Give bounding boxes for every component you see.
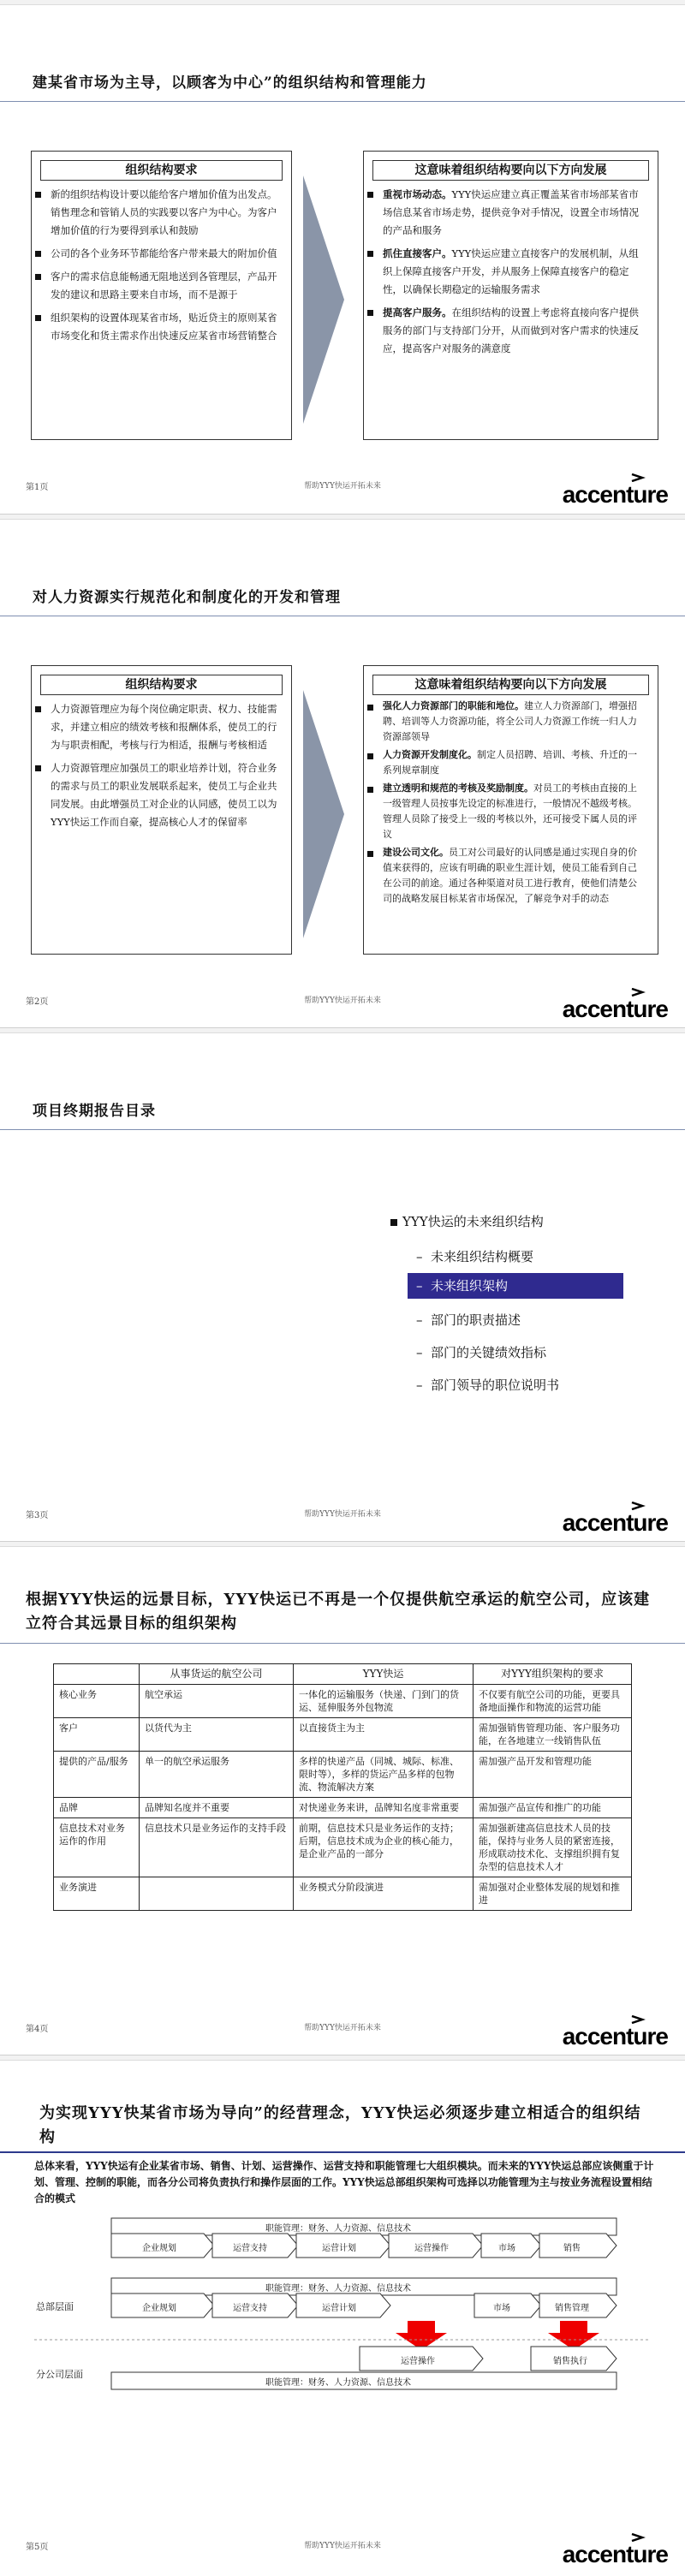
toc-heading <box>390 1212 544 1230</box>
table-row <box>54 1752 632 1798</box>
column-header: YYY快运 <box>294 1664 474 1685</box>
box-heading: 这意味着组织结构要向以下方向发展 <box>372 160 649 181</box>
top-rule <box>0 1028 685 1033</box>
accenture-logo: accenture <box>562 2023 668 2049</box>
toc-item-label: 未来组织架构 <box>431 1278 509 1294</box>
row-label: 核心业务 <box>54 1685 140 1718</box>
org-flow-diagram <box>0 2055 685 2576</box>
list-item: 组织架构的设置体现某省市场，贴近贷主的原则某省市场变化和货主需求作出快速反应某省市场营销整合 <box>47 309 279 345</box>
process-row <box>111 2234 616 2258</box>
direction-box <box>363 665 658 955</box>
slide-5 <box>0 2055 685 2576</box>
stage-label: 企业规划 <box>142 2304 176 2313</box>
list-item <box>379 747 646 778</box>
top-rule <box>0 1542 685 1547</box>
item-text: 在组织结构的设置上考虑将直接向客户提供服务的部门与支持部门分开，从而做到对客户需求的快速反应，提高客户对服务的满意度 <box>383 306 639 354</box>
slide-1 <box>0 0 685 514</box>
item-text: 员工对公司最好的认同感是通过实现自身的价值来获得的，应该有明确的职业生涯计划，使员工能看到自己在公司的前途。通过各种渠道对员工进行教育，使他们清楚公司的战略发展目标某省市场保况，了解竞争对手的动态 <box>383 847 637 904</box>
list-item <box>379 186 646 240</box>
toc-section: YYY快运的未来组织结构 <box>402 1214 544 1229</box>
requirements-box <box>31 665 292 955</box>
table-row <box>54 1877 632 1911</box>
slide-title: 对人力资源实行规范化和制度化的开发和管理 <box>33 589 341 606</box>
stage-label: 销售 <box>563 2244 581 2253</box>
accenture-logo: accenture <box>562 481 668 508</box>
page-number: 第3页 <box>26 1511 49 1520</box>
item-text: YYY快运应建立直接客户的发展机制，从组织上保障直接客户开发，并从服务上保障直接客户的稳定性，以确保长期稳定的运输服务需求 <box>383 247 639 295</box>
table-cell: 不仅要有航空公司的功能，更要具备地面操作和物流的运营功能 <box>474 1685 632 1718</box>
list-item: 公司的各个业务环节都能给客户带来最大的附加价值 <box>47 245 279 263</box>
row-label: 信息技术对业务运作的作用 <box>54 1818 140 1877</box>
row-label: 品牌 <box>54 1798 140 1818</box>
stage-label: 运营计划 <box>322 2244 356 2253</box>
slide-3 <box>0 1027 685 1541</box>
slide-title: 为实现YYY快某省市场为导向”的经营理念，YYY快运必须逐步建立相适合的组织结构 <box>39 2104 641 2146</box>
list-item: 人力资源管理应加强员工的职业培养计划，符合业务的需求与员工的职业发展联系起来，使员工与企业共同发展。由此增强员工对企业的认同感，使员工以为YYY快运工作而自豪，提高核心人才的保留率 <box>47 759 279 831</box>
row-label: 业务演进 <box>54 1877 140 1911</box>
page-number: 第4页 <box>26 2025 49 2034</box>
support-label: 职能管理：财务、人力资源、信息技术 <box>265 2284 411 2293</box>
table-cell: 需加强产品开发和管理功能 <box>474 1752 632 1798</box>
box-heading: 组织结构要求 <box>40 675 283 695</box>
arrow-down-icon <box>548 2321 599 2350</box>
table-cell: 需加强产品宣传和推广的功能 <box>474 1798 632 1818</box>
page-number: 第1页 <box>26 483 49 492</box>
table-cell: 航空承运 <box>140 1685 294 1718</box>
toc-item[interactable]: – 部门的关键绩效指标 <box>416 1345 547 1360</box>
slide-footer <box>0 471 685 514</box>
slide-footer <box>0 2013 685 2055</box>
table-cell: 多样的快递产品（同城、城际、标准、限时等），多样的货运产品多样的包物流、物流解决方案 <box>294 1752 474 1798</box>
slide-title: 根据YYY快运的远景目标，YYY快运已不再是一个仅提供航空承运的航空公司，应该建立符合其远景目标的组织架构 <box>26 1591 651 1633</box>
direction-list <box>364 181 658 358</box>
table-cell <box>140 1877 294 1911</box>
item-text: 制定人员招聘、培训、考核、升迁的一系列规章制度 <box>383 749 637 776</box>
footer-tagline: 帮助YYY快运开拓未来 <box>304 482 381 491</box>
row-label: 提供的产品/服务 <box>54 1752 140 1798</box>
toc-item-active[interactable]: – 未来组织架构 <box>408 1273 623 1299</box>
toc-item-label: 部门的关键绩效指标 <box>431 1345 547 1360</box>
table-cell: 业务模式分阶段演进 <box>294 1877 474 1911</box>
table-cell: 需加强销售管理功能、客户服务功能，在各地建立一线销售队伍 <box>474 1718 632 1752</box>
slide-footer <box>0 985 685 1027</box>
title-rule <box>0 1129 685 1130</box>
column-header: 对YYY组织架构的要求 <box>474 1664 632 1685</box>
list-item <box>379 845 646 907</box>
list-item <box>379 304 646 358</box>
table-cell: 信息技术只是业务运作的支持手段 <box>140 1818 294 1877</box>
table-row <box>54 1818 632 1877</box>
list-item <box>379 699 646 745</box>
row-label: 总部层面 <box>36 2301 74 2312</box>
requirements-list <box>32 181 291 345</box>
toc-item-label: 未来组织结构概要 <box>431 1249 534 1264</box>
table-cell: 品牌知名度并不重要 <box>140 1798 294 1818</box>
stage-label: 企业规划 <box>142 2244 176 2253</box>
slide-title: 项目终期报告目录 <box>33 1103 156 1120</box>
page-number: 第2页 <box>26 997 49 1007</box>
footer-tagline: 帮助YYY快运开拓未来 <box>304 2024 381 2032</box>
stage-label: 运营操作 <box>414 2244 449 2253</box>
toc-item-label: 部门领导的职位说明书 <box>431 1377 560 1393</box>
table-cell: 需加强对企业整体发展的规划和推进 <box>474 1877 632 1911</box>
list-item: 人力资源管理应为每个岗位确定职责、权力、技能需求，并建立相应的绩效考核和报酬体系，使员工的行为与职责相配，考核与行为相适，报酬与考核相适 <box>47 700 279 754</box>
table-cell: 对快递业务来讲，品牌知名度非常重要 <box>294 1798 474 1818</box>
row-label: 客户 <box>54 1718 140 1752</box>
footer-tagline: 帮助YYY快运开拓未来 <box>304 996 381 1005</box>
top-rule <box>0 515 685 520</box>
accenture-logo: accenture <box>562 1509 668 1536</box>
stage-label: 市场 <box>493 2304 510 2313</box>
table-cell: 以货代为主 <box>140 1718 294 1752</box>
stage-label: 运营支持 <box>233 2244 267 2253</box>
table-cell: 需加强新建高信息技术人员的技能，保持与业务人员的紧密连接，形成联动技术化、支撑组织拥有复杂型的信息技术人才 <box>474 1818 632 1877</box>
accenture-logo: accenture <box>562 2541 668 2567</box>
list-item <box>379 781 646 842</box>
table-cell: 一体化的运输服务（快递、门到门的货运、延伸服务外包物流 <box>294 1685 474 1718</box>
item-lead: 提高客户服务。 <box>383 306 452 318</box>
box-heading: 组织结构要求 <box>40 160 283 181</box>
column-header <box>54 1664 140 1685</box>
table-row <box>54 1685 632 1718</box>
top-rule <box>0 0 685 5</box>
accenture-logo: accenture <box>562 996 668 1022</box>
item-lead: 人力资源开发制度化。 <box>383 749 477 760</box>
direction-list <box>364 695 658 907</box>
column-header: 从事货运的航空公司 <box>140 1664 294 1685</box>
stage-label: 运营计划 <box>322 2304 356 2313</box>
item-text: YYY快运应建立真正覆盖某省市场部某省市场信息某省市场走势，提供竞争对手情况，设置全市场情况的产品和服务 <box>383 188 639 236</box>
direction-box <box>363 151 658 440</box>
support-label: 职能管理：财务、人力资源、信息技术 <box>265 2378 411 2388</box>
list-item: 客户的需求信息能畅通无阻地送到各管理层，产品开发的建议和思路主要来自市场，而不是源于 <box>47 268 279 304</box>
list-item: 新的组织结构设计要以能给客户增加价值为出发点。销售理念和管销人员的实践要以客户为中心。为客户增加价值的行为要得到承认和鼓励 <box>47 186 279 240</box>
slide-title: 建某省市场为主导，以顾客为中心”的组织结构和管理能力 <box>33 74 427 92</box>
chevron-right-icon <box>301 690 344 938</box>
item-lead: 建设公司文化。 <box>383 847 449 858</box>
table-row <box>54 1718 632 1752</box>
process-row <box>111 2293 616 2317</box>
item-text: 对员工的考核由直接的上一级管理人员按事先设定的标准进行，一般情况不越级考核。管理人员除了接受上一级的考核以外，还可接受下属人员的评议 <box>383 782 637 840</box>
requirements-box <box>31 151 292 440</box>
stage-label: 运营操作 <box>401 2357 435 2366</box>
title-rule <box>0 1643 685 1644</box>
page-number: 第5页 <box>26 2543 49 2552</box>
item-lead: 建立透明和规范的考核及奖励制度。 <box>383 782 533 794</box>
arrow-down-icon <box>396 2321 447 2350</box>
square-bullet-icon <box>390 1219 397 1226</box>
comparison-table <box>53 1663 632 1911</box>
table-row <box>54 1798 632 1818</box>
slide-2 <box>0 514 685 1027</box>
chevron-right-icon <box>301 176 344 424</box>
stage-label: 销售执行 <box>553 2357 587 2366</box>
slide-4 <box>0 1541 685 2055</box>
footer-tagline: 帮助YYY快运开拓未来 <box>304 1510 381 1519</box>
table-cell: 单一的航空承运服务 <box>140 1752 294 1798</box>
support-label: 职能管理：财务、人力资源、信息技术 <box>265 2224 411 2234</box>
item-lead: 重视市场动态。 <box>383 188 452 200</box>
table-cell: 以直接货主为主 <box>294 1718 474 1752</box>
item-text: 建立人力资源部门，增强招聘、培训等人力资源功能，将全公司人力资源工作统一归人力资源部领导 <box>383 700 637 742</box>
footer-tagline: 帮助YYY快运开拓未来 <box>304 2542 381 2550</box>
slide-footer <box>0 1499 685 1541</box>
stage-label: 市场 <box>498 2244 515 2253</box>
toc-item[interactable]: – 部门的职责描述 <box>416 1312 521 1328</box>
stage-label: 运营支持 <box>233 2304 267 2313</box>
table-cell: 前期，信息技术只是业务运作的支持；后期，信息技术成为企业的核心能力，是企业产品的一部分 <box>294 1818 474 1877</box>
row-label: 分公司层面 <box>36 2369 83 2380</box>
title-rule <box>0 101 685 102</box>
stage-label: 销售管理 <box>555 2304 589 2313</box>
intro-paragraph: 总体来看，YYY快运有企业某省市场、销售、计划、运营操作、运营支持和职能管理七大组织模块。而未来的YYY快运总部应该侧重于计划、管理、控制的职能，而各分公司将负责执行和操作层面的工作。YYY快运总部组织架构可选择以功能管理为主与按业务流程设置相结合的模式 <box>34 2160 654 2204</box>
toc-item[interactable]: – 部门领导的职位说明书 <box>416 1377 560 1393</box>
item-lead: 强化人力资源部门的职能和地位。 <box>383 700 524 711</box>
item-lead: 抓住直接客户。 <box>383 247 452 259</box>
table-header-row <box>54 1664 632 1685</box>
toc-item-label: 部门的职责描述 <box>431 1312 521 1328</box>
list-item <box>379 245 646 299</box>
requirements-list <box>32 695 291 831</box>
toc-item[interactable]: – 未来组织结构概要 <box>416 1249 534 1264</box>
slide-footer <box>0 2531 685 2576</box>
box-heading: 这意味着组织结构要向以下方向发展 <box>372 675 649 695</box>
